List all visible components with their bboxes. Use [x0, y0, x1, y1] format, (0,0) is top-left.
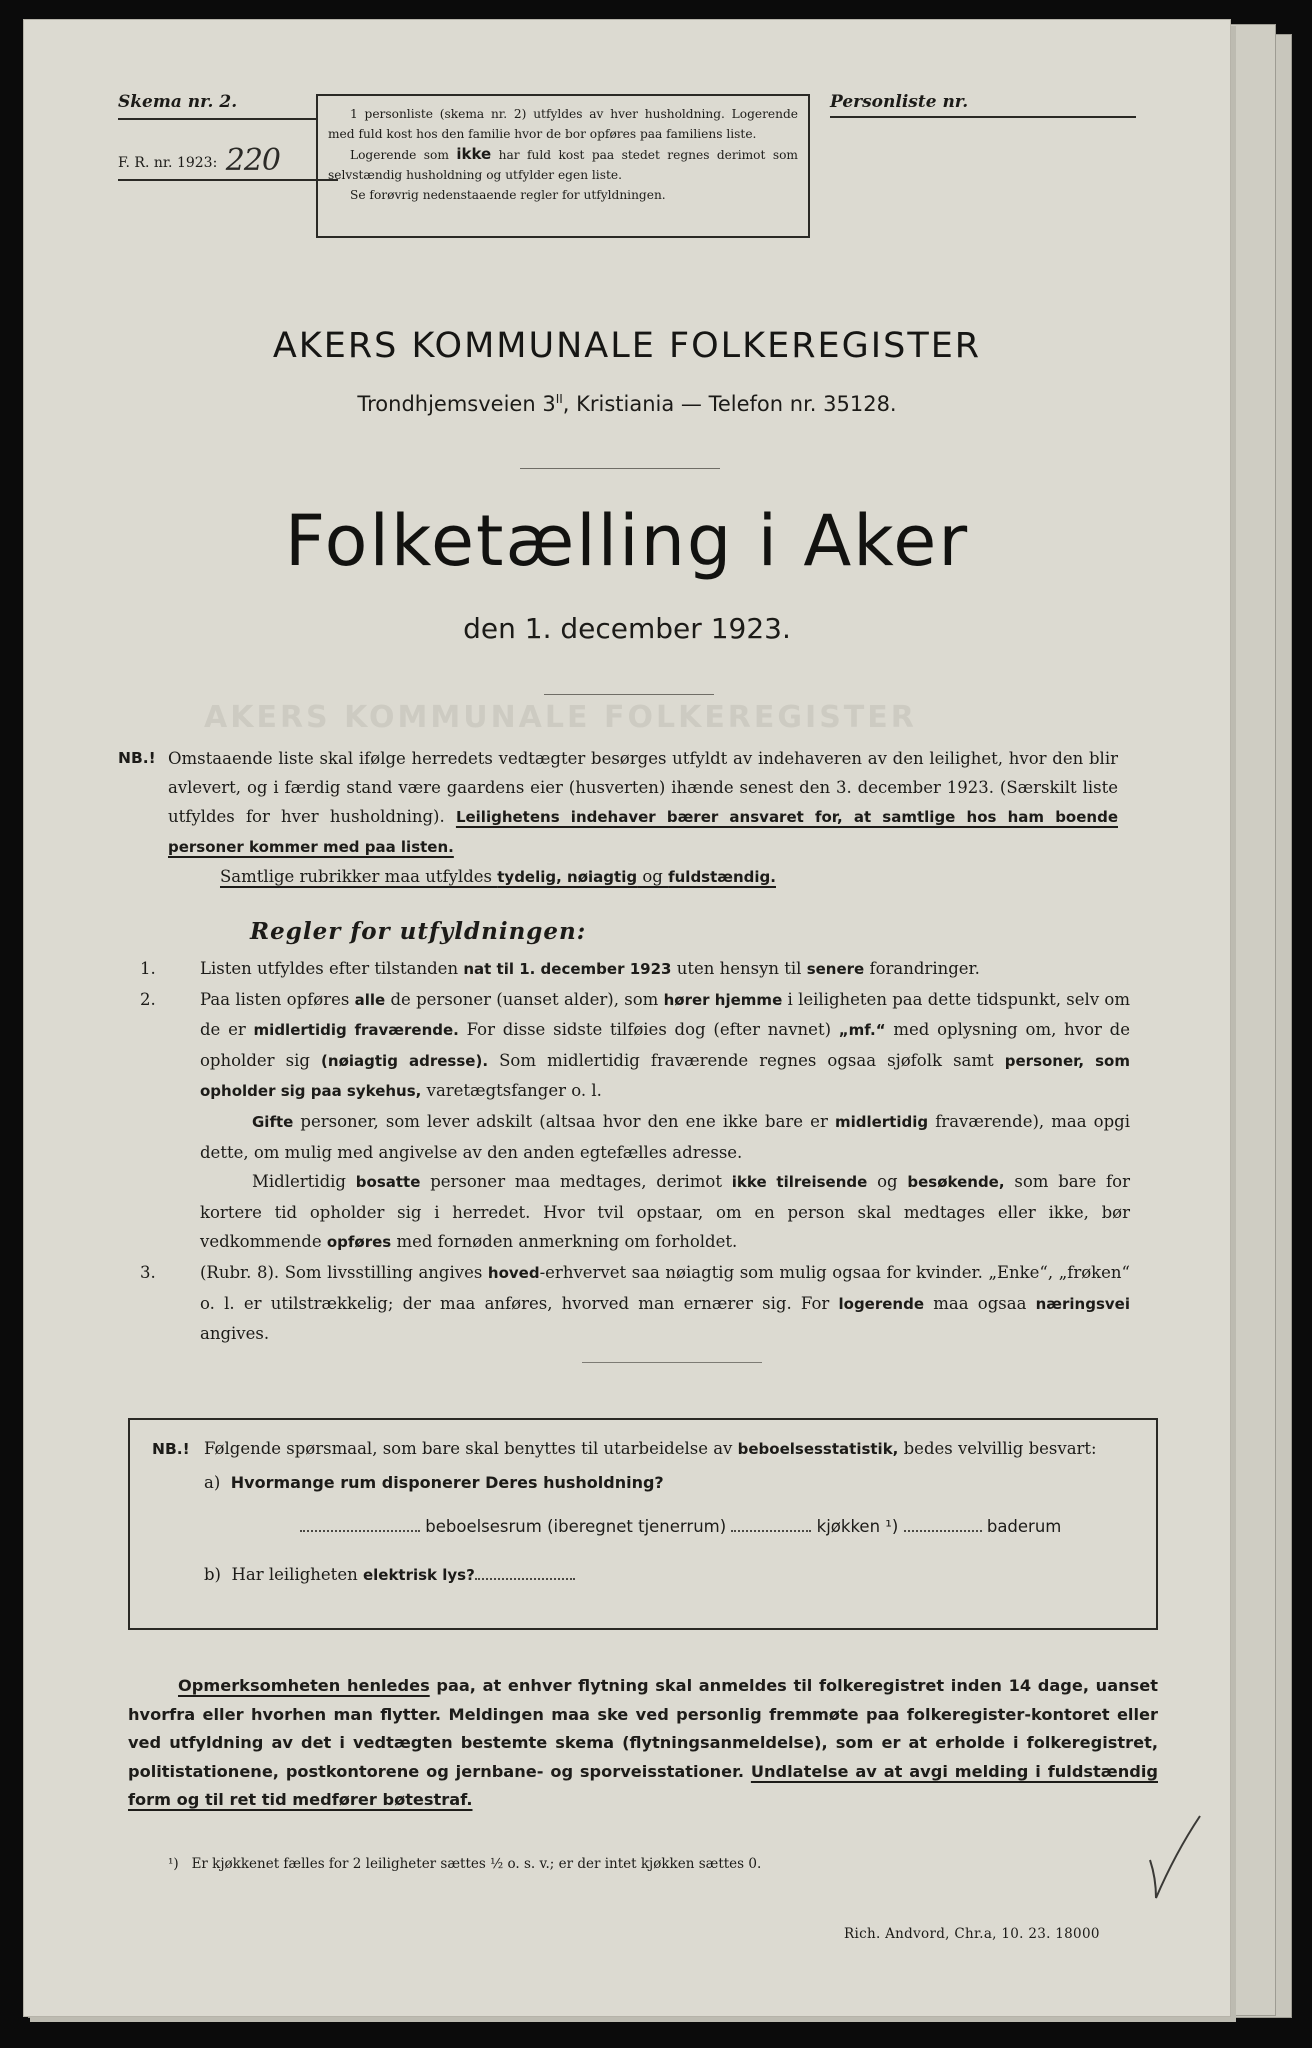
infobox-p2-ikke: ikke	[456, 145, 492, 163]
room-count-field[interactable]	[300, 1516, 420, 1532]
census-date: den 1. december 1923.	[463, 612, 791, 645]
org-address-floor: II	[555, 392, 563, 406]
fr-label: F. R. nr. 1923:	[118, 155, 218, 171]
r2-p3a: Midlertidig	[252, 1172, 356, 1192]
r2-g: For disse sidste tilføies dog (efter navnet)	[458, 1020, 839, 1040]
household-instruction-box	[316, 94, 810, 238]
question-a	[204, 1468, 1134, 1498]
rules-title: Regler for utfyldningen:	[250, 918, 587, 945]
r3-g: angives.	[200, 1324, 270, 1344]
r3-c: -erhvervet saa nøiagtig som mulig ogsaa for kvinder. „Enke“, „frøken“ o. l. er utilstrækkelig; der maa anføres, hvorved man ernærer sig. For	[200, 1262, 1130, 1313]
question-b-b: elektrisk lys?	[362, 1566, 475, 1584]
r2-p3i: med fornøden anmerkning om forholdet.	[391, 1232, 738, 1252]
infobox-p1: 1 personliste (skema nr. 2) utfyldes av hver husholdning. Logerende med fuld kost hos den familie hvor de bor opføres paa familiens liste.	[328, 107, 798, 141]
infobox-p3: Se forøvrig nedenstaaende regler for utfyldningen.	[350, 188, 666, 202]
r2-p3g: som bare for kortere tid opholder sig i herredet. Hvor tvil opstaar, om en person skal medtages eller ikke, bør vedkommende	[200, 1172, 1130, 1252]
nb2-intro-a: Følgende spørsmaal, som bare skal benyttes til utarbeidelse av	[204, 1439, 738, 1458]
housing-statistics-box	[128, 1418, 1158, 1630]
r2-e: i leiligheten paa dette tidspunkt, selv om de er	[200, 989, 1131, 1040]
notice-b: paa, at enhver flytning skal anmeldes til folkeregistret inden 14 dage, uanset hvorfra eller hvorhen man flytter. Meldingen maa ske ved personlig fremmøte paa folkeregister-kontoret eller ved utfyldning av det i vedtægten bestemte skema (flytningsanmeldelse), som er at erholde i folkeregistret, politistationene, postkontorene og jernbane- og sporveisstationer.	[128, 1676, 1158, 1781]
r3-a: (Rubr. 8). Som livsstilling angives	[200, 1262, 488, 1282]
r2-p2c: midlertidig	[834, 1112, 929, 1131]
kitchen-count-field[interactable]	[731, 1516, 811, 1532]
divider-middle	[544, 694, 714, 695]
infobox-p2-a: Logerende som	[350, 148, 457, 162]
question-a-text: Hvormange rum disponerer Deres husholdning?	[230, 1473, 664, 1492]
check-mark-icon	[1144, 1810, 1204, 1902]
nb1-text-c3: og	[637, 867, 669, 886]
r2-a: Paa listen opføres	[200, 989, 355, 1009]
printer-imprint: Rich. Andvord, Chr.a, 10. 23. 18000	[844, 1926, 1100, 1942]
r2-p3b: bosatte	[355, 1173, 421, 1192]
r2-k: Som midlertidig fraværende regnes ogsaa sjøfolk samt	[488, 1050, 1005, 1070]
r1-e: forandringer.	[864, 959, 980, 978]
room-count-label: beboelsesrum (iberegnet tjenerrum)	[425, 1517, 727, 1536]
bathroom-count-label: baderum	[986, 1517, 1062, 1536]
housing-intro	[204, 1434, 1134, 1464]
nb2-intro-b: beboelsesstatistik,	[737, 1440, 899, 1458]
r2-i: med oplysning om, hvor de opholder sig	[200, 1020, 1131, 1070]
question-b	[204, 1560, 1134, 1590]
nb1-line-c	[168, 867, 776, 886]
r2-p3h: opføres	[326, 1233, 392, 1252]
electric-light-field[interactable]	[475, 1564, 575, 1580]
infobox-p2-c: har fuld kost paa stedet regnes derimot som selvstændig husholdning og utfylder egen liste.	[328, 148, 798, 182]
r3-f: næringsvei	[1035, 1294, 1130, 1313]
divider-top	[520, 468, 720, 469]
r3-d: logerende	[838, 1294, 925, 1313]
rules-list	[140, 954, 1130, 1349]
moving-notice	[128, 1672, 1158, 1815]
r2-p3c: personer maa medtages, derimot	[420, 1172, 732, 1192]
rule-1-number: 1.	[140, 959, 156, 978]
org-address-street: Trondhjemsveien 3	[357, 392, 556, 416]
r2-b: alle	[354, 990, 386, 1009]
r1-c: uten hensyn til	[671, 959, 807, 978]
nb1-text-c2: tydelig, nøiagtig	[497, 868, 638, 886]
question-b-a: Har leiligheten	[231, 1565, 363, 1584]
r2-d: hører hjemme	[663, 990, 783, 1009]
r3-b: hoved	[487, 1263, 540, 1282]
question-a-number: a)	[204, 1473, 221, 1492]
fr-handwritten-number: 220	[225, 143, 281, 178]
nb1-text-c1: Samtlige rubrikker maa utfyldes	[220, 867, 498, 886]
r2-j: (nøiagtig adresse).	[321, 1051, 489, 1070]
form-id-block	[118, 92, 318, 181]
r2-c: de personer (uanset alder), som	[385, 989, 664, 1009]
r2-l: personer, som opholder sig paa sykehus,	[200, 1051, 1130, 1101]
org-address	[24, 392, 1230, 416]
rule-1	[140, 954, 1130, 985]
r2-p3d: ikke tilreisende	[731, 1173, 868, 1192]
org-title: AKERS KOMMUNALE FOLKEREGISTER	[272, 326, 982, 366]
census-form-page	[24, 20, 1230, 2016]
nb1-responsibility: Leilighetens indehaver bærer ansvaret for, at samtlige hos ham boende personer kommer med paa listen.	[168, 808, 1118, 856]
nb1-text-a: Omstaaende liste skal ifølge herredets vedtægter besørges utfyldt av indehaveren av den leilighet, hvor den blir avlevert, og i færdig stand være gaardens eier (husverten) ihænde senest den 3. december 1923. (Særskilt liste utfyldes for hver husholdning).	[168, 749, 1118, 826]
housing-statistics-body	[204, 1434, 1134, 1590]
r2-p3f: besøkende,	[907, 1173, 1005, 1192]
r2-f: midlertidig fraværende.	[253, 1021, 459, 1040]
personliste-number: Personliste nr.	[830, 92, 1136, 118]
org-address-rest: , Kristiania — Telefon nr. 35128.	[562, 392, 897, 416]
question-b-number: b)	[204, 1565, 221, 1584]
r2-p2a: Gifte	[252, 1112, 294, 1131]
footnote-text: Er kjøkkenet fælles for 2 leiligheter sættes ½ o. s. v.; er der intet kjøkken sættes 0.	[191, 1856, 762, 1872]
nb-label-1: NB.!	[118, 749, 156, 767]
r2-h: „mf.“	[838, 1021, 886, 1040]
nb1-text-c4: fuldstændig.	[668, 868, 776, 886]
fr-number-line	[118, 140, 338, 181]
r2-p3e: og	[867, 1172, 908, 1192]
skema-number: Skema nr. 2.	[118, 92, 318, 120]
bathroom-count-field[interactable]	[904, 1516, 982, 1532]
bleed-through-text: AKERS KOMMUNALE FOLKEREGISTER	[204, 700, 917, 735]
r2-m: varetægtsfanger o. l.	[421, 1081, 602, 1101]
rule-3	[140, 1258, 1130, 1349]
nb-notice-1-body	[168, 744, 1118, 892]
nb-label-2: NB.!	[152, 1440, 190, 1458]
r2-p2d: fraværende), maa opgi dette, om mulig med angivelse av den anden egtefælles adresse.	[200, 1111, 1131, 1162]
nb2-intro-c: bedes velvillig besvart:	[898, 1439, 1097, 1458]
main-title: Folketælling i Aker	[284, 500, 970, 582]
r1-a: Listen utfyldes efter tilstanden	[200, 959, 464, 978]
nb-notice-1	[118, 744, 1118, 892]
r1-b: nat til 1. december 1923	[463, 960, 672, 978]
rule-3-number: 3.	[140, 1262, 156, 1282]
notice-penalty: Undlatelse av at avgi melding i fuldstændig form og til ret tid medfører bøtestraf.	[128, 1761, 1158, 1810]
footnote-mark: ¹)	[168, 1856, 179, 1872]
rule-2-number: 2.	[140, 989, 156, 1009]
r3-e: maa ogsaa	[924, 1293, 1036, 1313]
rule-2	[140, 985, 1130, 1258]
r2-p2b: personer, som lever adskilt (altsaa hvor den ene ikke bare er	[293, 1111, 835, 1131]
kitchen-count-label: kjøkken ¹)	[816, 1517, 899, 1536]
divider-lower	[582, 1362, 762, 1363]
footnote	[168, 1856, 761, 1872]
r1-d: senere	[806, 960, 865, 978]
infobox-p2	[328, 144, 798, 185]
room-count-fields	[300, 1512, 1134, 1542]
notice-a: Opmerksomheten henledes	[178, 1676, 430, 1695]
